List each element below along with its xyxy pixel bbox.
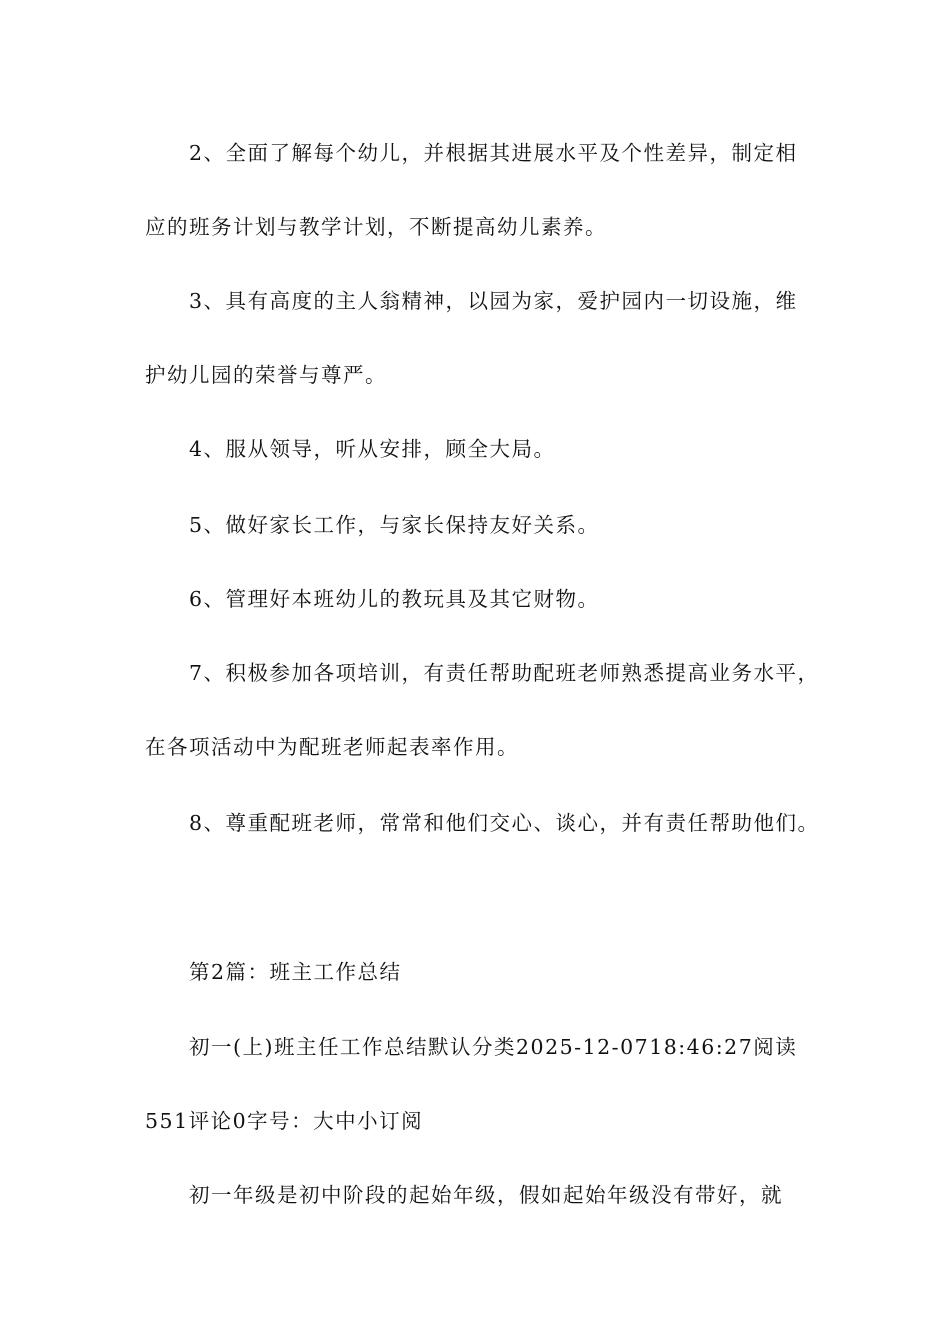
body-paragraph-line-1: 初一年级是初中阶段的起始年级，假如起始年级没有带好，就 (189, 1183, 783, 1207)
paragraph-5: 5、做好家长工作，与家长保持友好关系。 (189, 513, 600, 537)
paragraph-6: 6、管理好本班幼儿的教玩具及其它财物。 (189, 587, 600, 611)
paragraph-4: 4、服从领导，听从安排，顾全大局。 (189, 437, 556, 461)
section-heading: 第2篇：班主工作总结 (189, 960, 402, 984)
article-meta-line-2: 551评论0字号：大中小订阅 (145, 1109, 424, 1133)
article-meta-line-1: 初一(上)班主任工作总结默认分类2025-12-0718:46:27阅读 (189, 1035, 798, 1059)
paragraph-2-line-2: 应的班务计划与教学计划，不断提高幼儿素养。 (145, 215, 607, 239)
paragraph-8: 8、尊重配班老师，常常和他们交心、谈心，并有责任帮助他们。 (189, 811, 820, 835)
paragraph-2-line-1: 2、全面了解每个幼儿，并根据其进展水平及个性差异，制定相 (189, 141, 798, 165)
paragraph-7-line-2: 在各项活动中为配班老师起表率作用。 (145, 735, 519, 759)
paragraph-7-line-1: 7、积极参加各项培训，有责任帮助配班老师熟悉提高业务水平， (189, 661, 820, 685)
paragraph-3-line-1: 3、具有高度的主人翁精神，以园为家，爱护园内一切设施，维 (189, 289, 798, 313)
paragraph-3-line-2: 护幼儿园的荣誉与尊严。 (145, 363, 387, 387)
